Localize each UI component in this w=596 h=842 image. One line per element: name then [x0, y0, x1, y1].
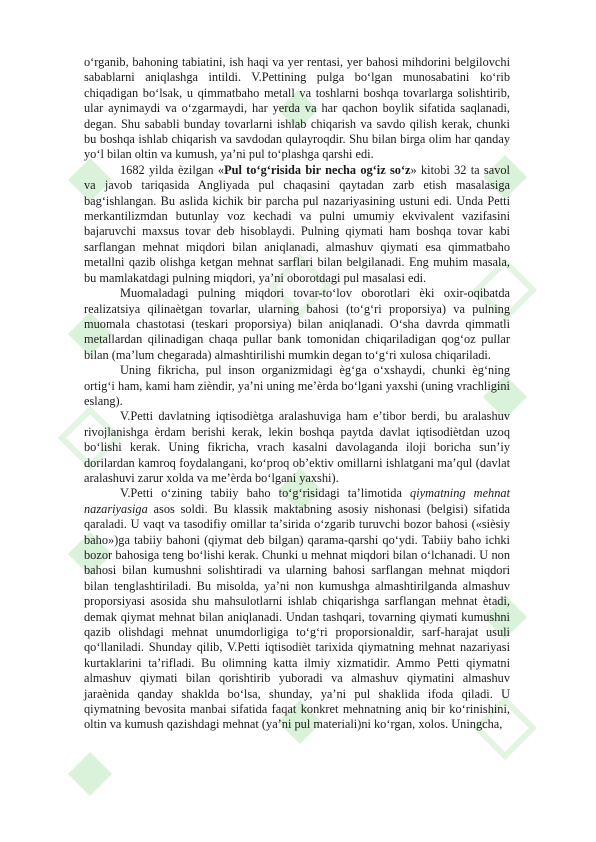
- emphasized-term: qiymatning mehnat nazariyasiga: [84, 486, 511, 516]
- paragraph-6: [84, 486, 510, 733]
- text-segment: Uning fikricha, pul inson organizmidagi ègʻga oʻxshaydi, chunki ègʻning ortigʻi ham, kami ham zièndir, yaʼni uning meʼèrda boʻlgani yaxshi (uning vrachligini eslang).: [84, 363, 510, 408]
- paragraph-5: [84, 409, 510, 486]
- text-segment: 1682 yilda èzilgan «: [120, 162, 225, 177]
- paragraph-4: [84, 363, 510, 409]
- paragraph-2: [84, 163, 510, 286]
- document-body: [84, 55, 510, 733]
- text-segment: oʻrganib, bahoning tabiatini, ish haqi va yer rentasi, yer bahosi mihdorini belgilovchi sabablarni aniqlashga intildi. V.Pettining pulga boʻlgan munosabatini koʻrib chiqadigan boʻlsak, u qimmatbaho metall va toshlarni boshqa tovarlarga solishtirib, ular aynimaydi va oʻzgarmaydi, har yerda va har qachon boylik sifatida saqlanadi, degan. Shu sababli bunday tovarlarni ishlab chiqarish va savdo qilish kerak, chunki bu boshqa ishlab chiqarish va savdodan qulayroqdir. Shu bilan birga olim har qanday yoʻl bilan oltin va kumush, yaʼni pul toʻplashga qarshi edi.: [84, 55, 510, 162]
- paragraph-3: [84, 286, 510, 363]
- text-segment: Muomaladagi pulning miqdori tovar-toʻlov oborotlari èki oxir-oqibatda realizatsiya qilinaètgan tovarlar, ularning bahosi (toʻgʻri proporsiya) va pulning muomala chastotasi (teskari proporsiya) bilan aniqlanadi. Oʻsha davrda qimmatli metallardan qilinadigan chaqa pullar bank tomonidan chiqariladigan qogʻoz pullar bilan (maʼlum chegarada) almashtirilishi mumkin degan toʻgʻri xulosa chiqariladi.: [84, 286, 510, 362]
- paragraph-1: [84, 55, 510, 163]
- text-segment: asos soldi. Bu klassik maktabning asosiy nishonasi (belgisi) sifatida qaraladi. U vaqt va tasodifiy omillar taʼsirida oʻzgarib turuvchi bozor bahosi («sièsiy baho»)ga tabiiy bahoni (qiymat deb bilgan) qarama-qarshi qoʻydi. Tabiiy baho ichki bozor bahosiga teng boʻlishi kerak. Chunki u mehnat miqdori bilan oʻlchanadi. U non bahosi bilan kumushni solishtiradi va ularning bahosi sarflangan mehnat miqdori bilan tenglashtiriladi. Bu misolda, yaʼni non kumushga almashtirilganda almashuv proporsiyasi asosida shu mahsulotlarni ishlab chiqarishga sarflangan mehnat ètadi, demak qiymat mehnat bilan aniqlanadi. Undan tashqari, tovarning qiymati kumushni qazib olishdagi mehnat unumdorligiga toʻgʻri proporsionaldir, sarf-harajat usuli qoʻllaniladi. Shunday qilib, V.Petti iqtisodièt tarixida qiymatning mehnat nazariyasi kurtaklarini taʼrifladi. Bu olimning katta ilmiy xizmatidir. Ammo Petti qiymatni almashuv qiymati bilan qorishtirib yuboradi va almashuv qiymatini almashuv jaraènida qanday shaklda boʻlsa, shunday, yaʼni pul shaklida ifoda qiladi. U qiymatning bevosita manbai sifatida faqat konkret mehnatning aniq bir koʻrinishini, oltin va kumush qazishdagi mehnat (yaʼni pul materiali)ni koʻrgan, xolos. Uningcha,: [84, 501, 510, 732]
- book-title: Pul toʻgʻrisida bir necha ogʻiz soʻz: [224, 162, 411, 177]
- text-segment: » kitobi 32 ta savol va javob tariqasida Angliyada pul chaqasini qaytadan zarb etish masalasiga bagʻishlangan. Bu aslida kichik bir parcha pul nazariyasining ustuni edi. Unda Petti merkantilizmdan butunlay voz kechadi va pulni umumiy ekvivalent vazifasini bajaruvchi maxsus tovar deb hisoblaydi. Pulning qiymati ham boshqa tovar kabi sarflangan mehnat miqdori bilan aniqlanadi, almashuv qiymati esa qimmatbaho metallni qazib olishga ketgan mehnat sarflari bilan belgilanadi. Eng muhim masala, bu mamlakatdagi pulning miqdori, yaʼni oborotdagi pul masalasi edi.: [84, 162, 510, 285]
- text-segment: V.Petti davlatning iqtisodiètga aralashuviga ham eʼtibor berdi, bu aralashuv rivojlanishga èrdam berishi kerak, lekin boshqa paytda davlat iqtisodiètdan uzoq boʻlishi kerak. Uning fikricha, vrach kasalni davolaganda iloji boricha sunʼiy dorilardan kamroq foydalangani, koʻproq obʼektiv omillarni ishlatgani maʼqul (davlat aralashuvi zarur xolda va meʼèrda boʻlgani yaxshi).: [84, 409, 510, 485]
- text-segment: V.Petti oʻzining tabiiy baho toʻgʻrisidagi taʼlimotida: [120, 486, 411, 501]
